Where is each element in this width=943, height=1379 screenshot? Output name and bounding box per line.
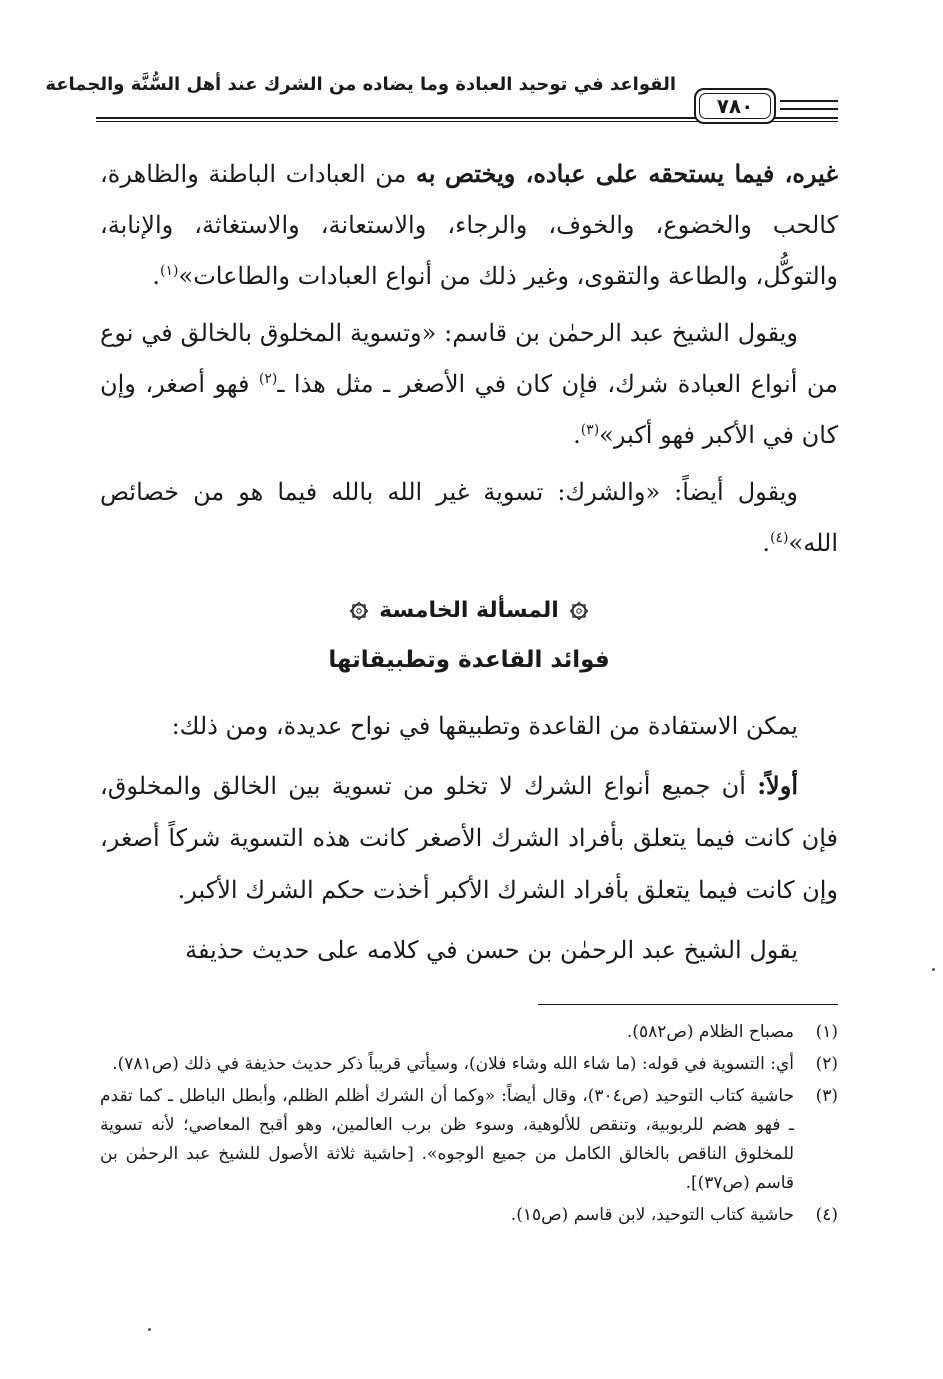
footnote-text: أي: التسوية في قوله: (ما شاء الله وشاء فلان)، وسيأتي قريباً ذكر حديث حذيفة في ذلك (ص٧٨١). — [112, 1054, 794, 1074]
footnote-number: (٤) — [815, 1205, 838, 1225]
octagram-ornament-icon — [569, 601, 589, 621]
bold-ordinal: أولاً: — [757, 771, 798, 800]
paragraph-2-text: ويقول الشيخ عبد الرحمٰن بن قاسم: «وتسوية المخلوق بالخالق في نوع من أنواع العبادة شرك، فإن كان في الأصغر ـ مثل هذا ـ — [100, 319, 838, 398]
footnote-ref-3[interactable]: (٣) — [580, 422, 600, 438]
section-label-text: المسألة الخامسة — [379, 598, 559, 623]
page-header — [45, 62, 838, 122]
paragraph-6: يقول الشيخ عبد الرحمٰن بن حسن في كلامه على حديث حذيفة — [185, 936, 798, 964]
footnote-item — [100, 1082, 838, 1198]
footnote-number: (١) — [815, 1022, 838, 1042]
footnote-ref-4[interactable]: (٤) — [770, 530, 789, 546]
footnote-separator — [538, 1004, 838, 1005]
paragraph-1 — [100, 148, 838, 302]
paragraph-2 — [100, 308, 838, 461]
footnote-ref-1[interactable]: (١) — [160, 263, 179, 279]
section-title: فوائد القاعدة وتطبيقاتها — [328, 646, 610, 673]
footnote-item — [100, 1201, 838, 1230]
bold-word: به — [415, 159, 436, 188]
footnote-ref-2[interactable]: (٢) — [258, 371, 278, 387]
section-label — [349, 598, 589, 623]
page-number: ٧٨٠ — [716, 94, 754, 118]
body-text-bottom — [100, 700, 838, 984]
paragraph-2-text-b: فهو أصغر، وإن كان في الأكبر فهو أكبر» — [100, 370, 838, 449]
footnote-text: حاشية كتاب التوحيد (ص٣٠٤)، وقال أيضاً: «وكما أن الشرك أظلم الظلم، وأبطل الباطل ـ كما تقدم ـ فهو هضم للربوبية، وتنقص للألوهية، وسوء ظن برب العالمين، وهو أقبح المعاصي؛ لأنه تسوية للمخلوق الناقص بالخالق الكامل من جميع الوجوه». [حاشية ثلاثة الأصول للشيخ عبد الرحمٰن بن قاسم (ص٣٧)]. — [100, 1086, 795, 1193]
octagram-ornament-icon — [349, 601, 369, 621]
page-number-box — [694, 88, 776, 124]
running-head-title: القواعد في توحيد العبادة وما يضاده من الشرك عند أهل السُّنَّة والجماعة — [45, 74, 676, 95]
scan-speck — [148, 1328, 151, 1331]
period: . — [152, 262, 161, 290]
period: . — [573, 421, 581, 449]
paragraph-5 — [100, 760, 838, 916]
footnote-number: (٢) — [815, 1054, 838, 1074]
section-heading — [100, 598, 838, 673]
paragraph-1-text: من العبادات الباطنة والظاهرة، كالحب والخضوع، والخوف، والرجاء، والاستعانة، والاستغاثة، والإنابة، والتوكُّل، والطاعة والتقوى، وغير ذلك من أنواع العبادات والطاعات» — [100, 160, 838, 290]
paragraph-3-text: ويقول أيضاً: «والشرك: تسوية غير الله بالله فيما هو من خصائص الله» — [100, 478, 838, 557]
header-ornament-rule — [780, 100, 838, 110]
period: . — [762, 529, 771, 557]
footnotes — [100, 1018, 838, 1233]
footnote-text: مصباح الظلام (ص٥٨٢). — [626, 1022, 794, 1042]
paragraph-5-text: أن جميع أنواع الشرك لا تخلو من تسوية بين الخالق والمخلوق، فإن كانت فيما يتعلق بأفراد الشرك الأصغر كانت هذه التسوية شركاً أصغر، وإن كانت فيما يتعلق بأفراد الشرك الأكبر أخذت حكم الشرك الأكبر. — [100, 772, 838, 904]
paragraph-4: يمكن الاستفادة من القاعدة وتطبيقها في نواح عديدة، ومن ذلك: — [171, 712, 798, 740]
footnote-item — [100, 1018, 838, 1047]
footnote-number: (٣) — [815, 1086, 838, 1106]
footnote-text: حاشية كتاب التوحيد، لابن قاسم (ص١٥). — [510, 1205, 794, 1225]
body-text-top — [100, 148, 838, 575]
paragraph-3 — [100, 467, 838, 569]
footnote-item — [100, 1050, 838, 1079]
scan-speck — [932, 968, 935, 971]
bold-phrase: غيره، فيما يستحقه على عباده، ويختص — [444, 159, 838, 188]
